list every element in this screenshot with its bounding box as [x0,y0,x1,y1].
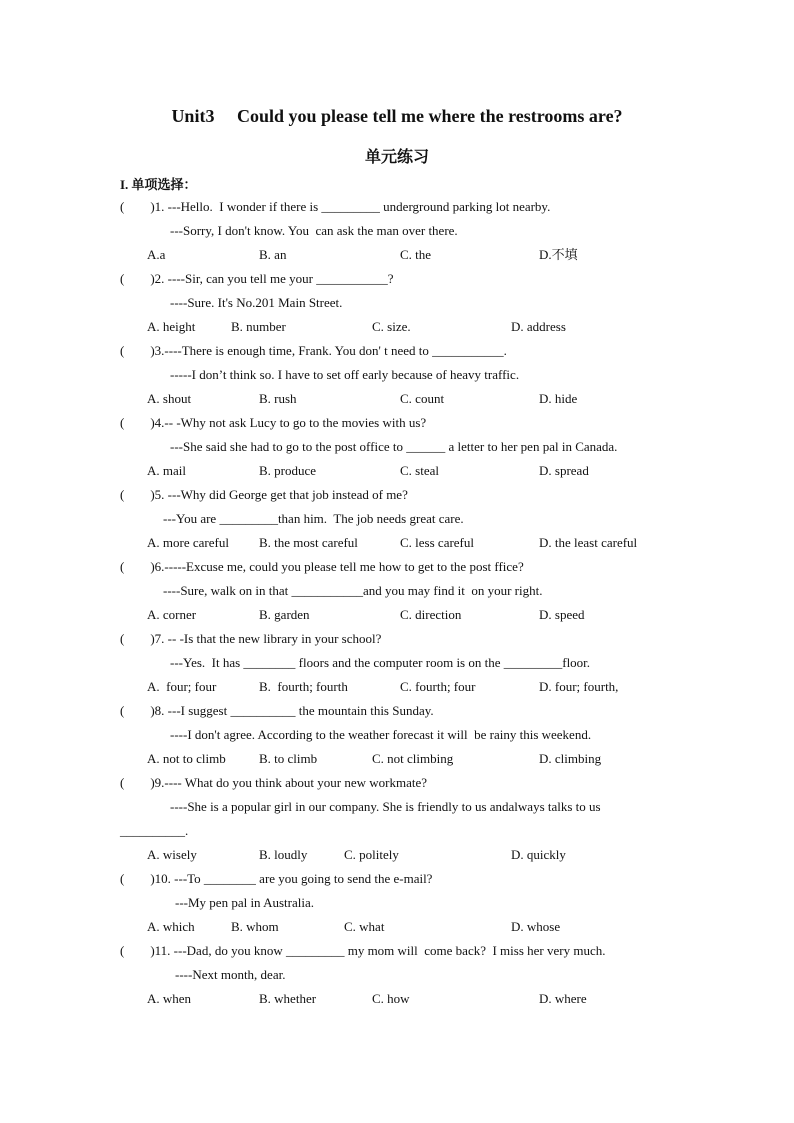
option-b: B. produce [259,463,317,478]
question-reply: ---Sorry, I don't know. You can ask the man over there. [170,223,458,238]
option-d: D. whose [511,919,561,934]
question-reply: ---You are _________than him. The job needs great care. [163,511,464,526]
option-b: B. whom [231,919,279,934]
option-c: C. what [344,919,385,934]
option-d: D. the least careful [539,535,638,550]
option-d: D. spread [539,463,589,478]
option-b: B. the most careful [259,535,358,550]
option-a: A. when [147,991,192,1006]
option-c: C. fourth; four [400,679,476,694]
option-c: C. size. [372,319,411,334]
section-heading: I. 单项选择： [120,177,197,192]
option-a: A. height [147,319,196,334]
question-reply: ----I don't agree. According to the weather forecast it will be rainy this weekend. [170,727,592,742]
question-stem: ( )3.----There is enough time, Frank. You don' t need to ___________. [120,343,507,358]
option-b: B. garden [259,607,310,622]
option-d: D. where [539,991,587,1006]
option-c: C. politely [344,847,399,862]
option-b: B. fourth; fourth [259,679,348,694]
option-c: C. less careful [400,535,475,550]
option-c: C. steal [400,463,439,478]
option-d: D. four; fourth, [539,679,619,694]
option-a: A. shout [147,391,192,406]
option-a: A. four; four [147,679,217,694]
question-reply-continued: __________. [120,823,189,838]
option-a: A.a [147,247,166,262]
question-stem: ( )10. ---To ________ are you going to send the e-mail? [120,871,433,886]
question-reply: ----Sure, walk on in that ___________and you may find it on your right. [163,583,543,598]
option-d: D. address [511,319,566,334]
option-d: D.不填 [539,247,578,262]
question-reply: ----Sure. It's No.201 Main Street. [170,295,343,310]
option-a: A. more careful [147,535,229,550]
page-subtitle: 单元练习 [364,149,429,166]
question-reply: ----She is a popular girl in our company. She is friendly to us andalways talks to us [170,799,601,814]
option-c: C. how [372,991,410,1006]
option-a: A. wisely [147,847,197,862]
option-b: B. loudly [259,847,308,862]
question-stem: ( )9.---- What do you think about your new workmate? [120,775,427,790]
option-a: A. which [147,919,195,934]
option-b: B. whether [259,991,317,1006]
question-stem: ( )11. ---Dad, do you know _________ my mom will come back? I miss her very much. [120,943,606,958]
option-d: D. hide [539,391,578,406]
option-c: C. not climbing [372,751,454,766]
question-stem: ( )6.-----Excuse me, could you please tell me how to get to the post ffice? [120,559,524,574]
question-stem: ( )7. -- -Is that the new library in your school? [120,631,382,646]
question-reply: -----I don’t think so. I have to set off early because of heavy traffic. [170,367,520,382]
question-reply: ---My pen pal in Australia. [175,895,314,910]
option-b: B. to climb [259,751,318,766]
option-d: D. quickly [511,847,566,862]
question-stem: ( )1. ---Hello. I wonder if there is _________ underground parking lot nearby. [120,199,551,214]
option-b: B. an [259,247,287,262]
option-a: A. not to climb [147,751,226,766]
option-b: B. number [231,319,286,334]
option-d: D. climbing [539,751,602,766]
question-stem: ( )4.-- -Why not ask Lucy to go to the movies with us? [120,415,427,430]
question-reply: ---Yes. It has ________ floors and the computer room is on the _________floor. [170,655,591,670]
option-a: A. corner [147,607,197,622]
option-a: A. mail [147,463,186,478]
question-reply: ---She said she had to go to the post office to ______ a letter to her pen pal in Canada. [170,439,618,454]
question-stem: ( )2. ----Sir, can you tell me your ___________? [120,271,394,286]
option-d: D. speed [539,607,585,622]
question-stem: ( )8. ---I suggest __________ the mountain this Sunday. [120,703,434,718]
option-c: C. count [400,391,445,406]
question-stem: ( )5. ---Why did George get that job instead of me? [120,487,408,502]
option-c: C. the [400,247,432,262]
page-title: Unit3 Could you please tell me where the restrooms are? [171,106,623,126]
option-c: C. direction [400,607,462,622]
question-reply: ----Next month, dear. [175,967,286,982]
option-b: B. rush [259,391,297,406]
